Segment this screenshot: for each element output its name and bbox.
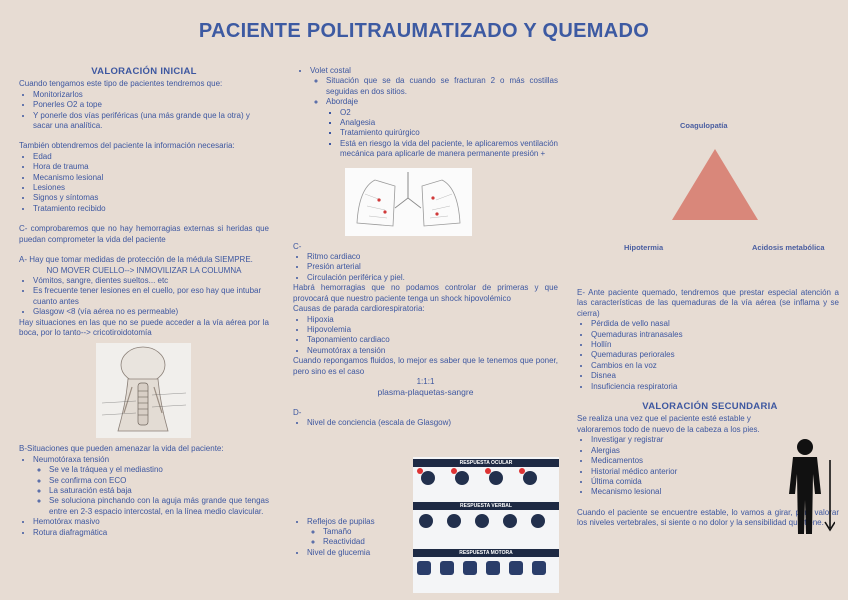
intro-text: Cuando tengamos este tipo de pacientes tendremos que: [19,79,223,89]
list-item [310,66,558,160]
list-item: • Hipovolemia [307,325,558,335]
list-item: • Neumotórax a tensión [307,346,558,356]
list-item: • Alergias [591,446,839,456]
list-item [326,97,558,159]
c-label: C- [293,241,302,251]
triangle-top-label: Coagulopatía [680,121,728,130]
list-item: ◦ Se ve la tráquea y el mediastino [49,465,269,475]
triangle-shape [670,147,760,222]
list-item: • Es frecuente tener lesiones en el cuello, por eso hay que intubar cuanto antes [33,286,269,307]
list-item: • Nivel de conciencia (escala de Glasgow) [307,418,558,428]
airway-list [19,276,269,318]
lungs-xray-image [345,168,472,236]
list-item: • Ponerles O2 a tope [33,100,269,110]
list-item: • Quemaduras intranasales [591,330,839,340]
list-item: ◦ La saturación está baja [49,486,269,496]
list-item: ▪ Analgesia [340,118,558,128]
list-item: • Hipoxia [307,315,558,325]
intro-list [19,90,269,132]
list-item: • Investigar y registrar [591,435,839,445]
circulation-list [293,252,558,283]
body-icon [509,561,523,575]
a-airway-text: A- Hay que tomar medidas de protección de la médula SIEMPRE. [19,255,253,265]
score-badge-icon [485,468,491,474]
list-item: • Y ponerle dos vías periféricas (una más grande que la otra) y sacar una analítica. [33,111,269,132]
d-label: D- [293,407,302,417]
c-circulation-text: C- comprobaremos que no hay hemorragias externas si heridas que puedan comprometer la vida del paciente [19,224,269,244]
head-icon [531,514,545,528]
heading-secondary-assessment: VALORACIÓN SECUNDARIA [642,401,778,413]
list-item: • Insuficiencia respiratoria [591,382,839,392]
ratio-label: plasma-plaquetas-sangre [377,387,474,398]
glasgow-scale-image [413,457,559,593]
score-badge-icon [451,468,457,474]
list-item-label: Reflejos de pupilas [307,516,375,526]
list-item-label: Neumotóraxa tensión [33,454,110,464]
list-item: ▪ Tratamiento quirúrgico [340,128,558,138]
lethal-triad-diagram [620,118,840,258]
lungs-illustration [345,168,472,236]
list-item: • Última comida [591,477,839,487]
body-icon [417,561,431,575]
glasgow-verbal-band: RESPUESTA VERBAL [413,502,559,510]
list-item: • Hora de trauma [33,162,269,172]
fluids-text: Cuando repongamos fluidos, lo mejor es saber que le tenemos que poner, pero sino es el caso [293,356,558,376]
info-list [19,152,269,214]
eye-icon [455,471,469,485]
person-silhouette [785,438,835,538]
list-item: • Cambios en la voz [591,361,839,371]
list-item: • Pérdida de vello nasal [591,319,839,329]
head-icon [419,514,433,528]
neck-anatomy-illustration [96,343,191,438]
volet-sublist [310,76,558,159]
list-item: ▪ Está en riesgo la vida del paciente, le aplicaremos ventilación mecánica para aplicarle de manera permanente presión + [340,139,558,160]
e-exposure-text: E- Ante paciente quemado, tendremos que prestar especial atención a las características de las quemaduras de la vía aérea (se inflama y se cierra) [577,288,839,318]
body-icon [463,561,477,575]
list-item: • Disnea [591,371,839,381]
neuro-list [293,418,558,428]
final-text: Cuando el paciente se encuentre estable, lo vamos a girar, para valorar los niveles vertebrales, si siente o no dolor y la sensibilidad que tiene. [577,507,839,528]
eye-icon [523,471,537,485]
list-item: • Monitorizarlos [33,90,269,100]
column-initial-assessment [19,67,269,538]
causes-list [293,315,558,357]
list-item-label: Abordaje [326,97,359,107]
list-item: • Tratamiento recibido [33,204,269,214]
head-icon [447,514,461,528]
list-item: • Edad [33,152,269,162]
body-icon [486,561,500,575]
list-item: ◦ Se soluciona pinchando con la aguja más grande que tengas entre en 2-3 espacio intercostal, en la línea medio clavicular. [49,496,269,517]
body-icon [440,561,454,575]
list-item: ◦ Situación que se da cuando se fracturan 2 o más costillas seguidas en dos sitios. [326,76,558,97]
list-item: • Rotura diafragmática [33,528,269,538]
head-icon [503,514,517,528]
a-center-warning: NO MOVER CUELLO--> INMOVILIZAR LA COLUMNA [46,265,242,275]
eye-icon [489,471,503,485]
list-item-label: Volet costal [310,66,351,75]
list-item: • Lesiones [33,183,269,193]
breathing-list [19,455,269,538]
neumotorax-sublist [33,465,269,517]
pupil-list [293,517,417,559]
triangle-left-label: Hipotermia [624,243,664,252]
neck-anatomy-image [96,343,191,438]
standing-person-icon [785,438,835,538]
list-item: • Mecanismo lesional [591,487,839,497]
list-item: • Vómitos, sangre, dientes sueltos... etc [33,276,269,286]
list-item: ◦ Tamaño [323,527,417,537]
list-item: • Historial médico anterior [591,467,839,477]
abordaje-sublist [326,108,558,160]
list-item: • Hemotórax masivo [33,517,269,527]
list-item: • Glasgow <8 (vía aérea no es permeable) [33,307,269,317]
causes-title: Causas de parada cardiorespiratoria: [293,304,425,314]
info-text: También obtendremos del paciente la información necesaria: [19,141,235,151]
list-item: ◦ Se confirma con ECO [49,476,269,486]
heading-initial-assessment: VALORACIÓN INICIAL [91,66,197,77]
list-item: • Taponamiento cardiaco [307,335,558,345]
secondary-text: Se realiza una vez que el paciente esté estable y valoraremos todo de nuevo de la cabeza a los pies. [577,414,760,434]
glasgow-ocular-band: RESPUESTA OCULAR [413,459,559,467]
list-item: • Hollín [591,340,839,350]
list-item: • Circulación periférica y piel. [307,273,558,283]
list-item: • Ritmo cardiaco [307,252,558,262]
score-badge-icon [417,468,423,474]
hemorrhage-text: Habrá hemorragias que no podamos controlar de primeras y que provocará que nuestro paciente tenga un shock hipovolémico [293,283,558,303]
burns-list [577,319,839,392]
page-title: PACIENTE POLITRAUMATIZADO Y QUEMADO [198,20,650,42]
list-item: • Signos y síntomas [33,193,269,203]
volet-list [293,66,558,160]
list-item [307,517,417,548]
triangle-right-label: Acidosis metabólica [752,243,825,252]
list-item: • Quemaduras periorales [591,350,839,360]
body-icon [532,561,546,575]
list-item: • Medicamentos [591,456,839,466]
list-item: • Presión arterial [307,262,558,272]
list-item: • Mecanismo lesional [33,173,269,183]
airway-after-text: Hay situaciones en las que no se puede acceder a la vía aérea por la boca, por lo tanto--> cricotiroidotomía [19,317,269,337]
eye-icon [421,471,435,485]
pupil-sublist [307,527,417,548]
score-badge-icon [519,468,525,474]
ratio-value: 1:1:1 [416,376,435,386]
b-breathing-text: B-Situaciones que pueden amenazar la vida del paciente: [19,444,224,454]
list-item: • Nivel de glucemia [307,548,417,558]
list-item [33,455,269,517]
glasgow-motor-band: RESPUESTA MOTORA [413,549,559,557]
list-item: ◦ Reactividad [323,537,417,547]
list-item: ▪ O2 [340,108,558,118]
head-icon [475,514,489,528]
